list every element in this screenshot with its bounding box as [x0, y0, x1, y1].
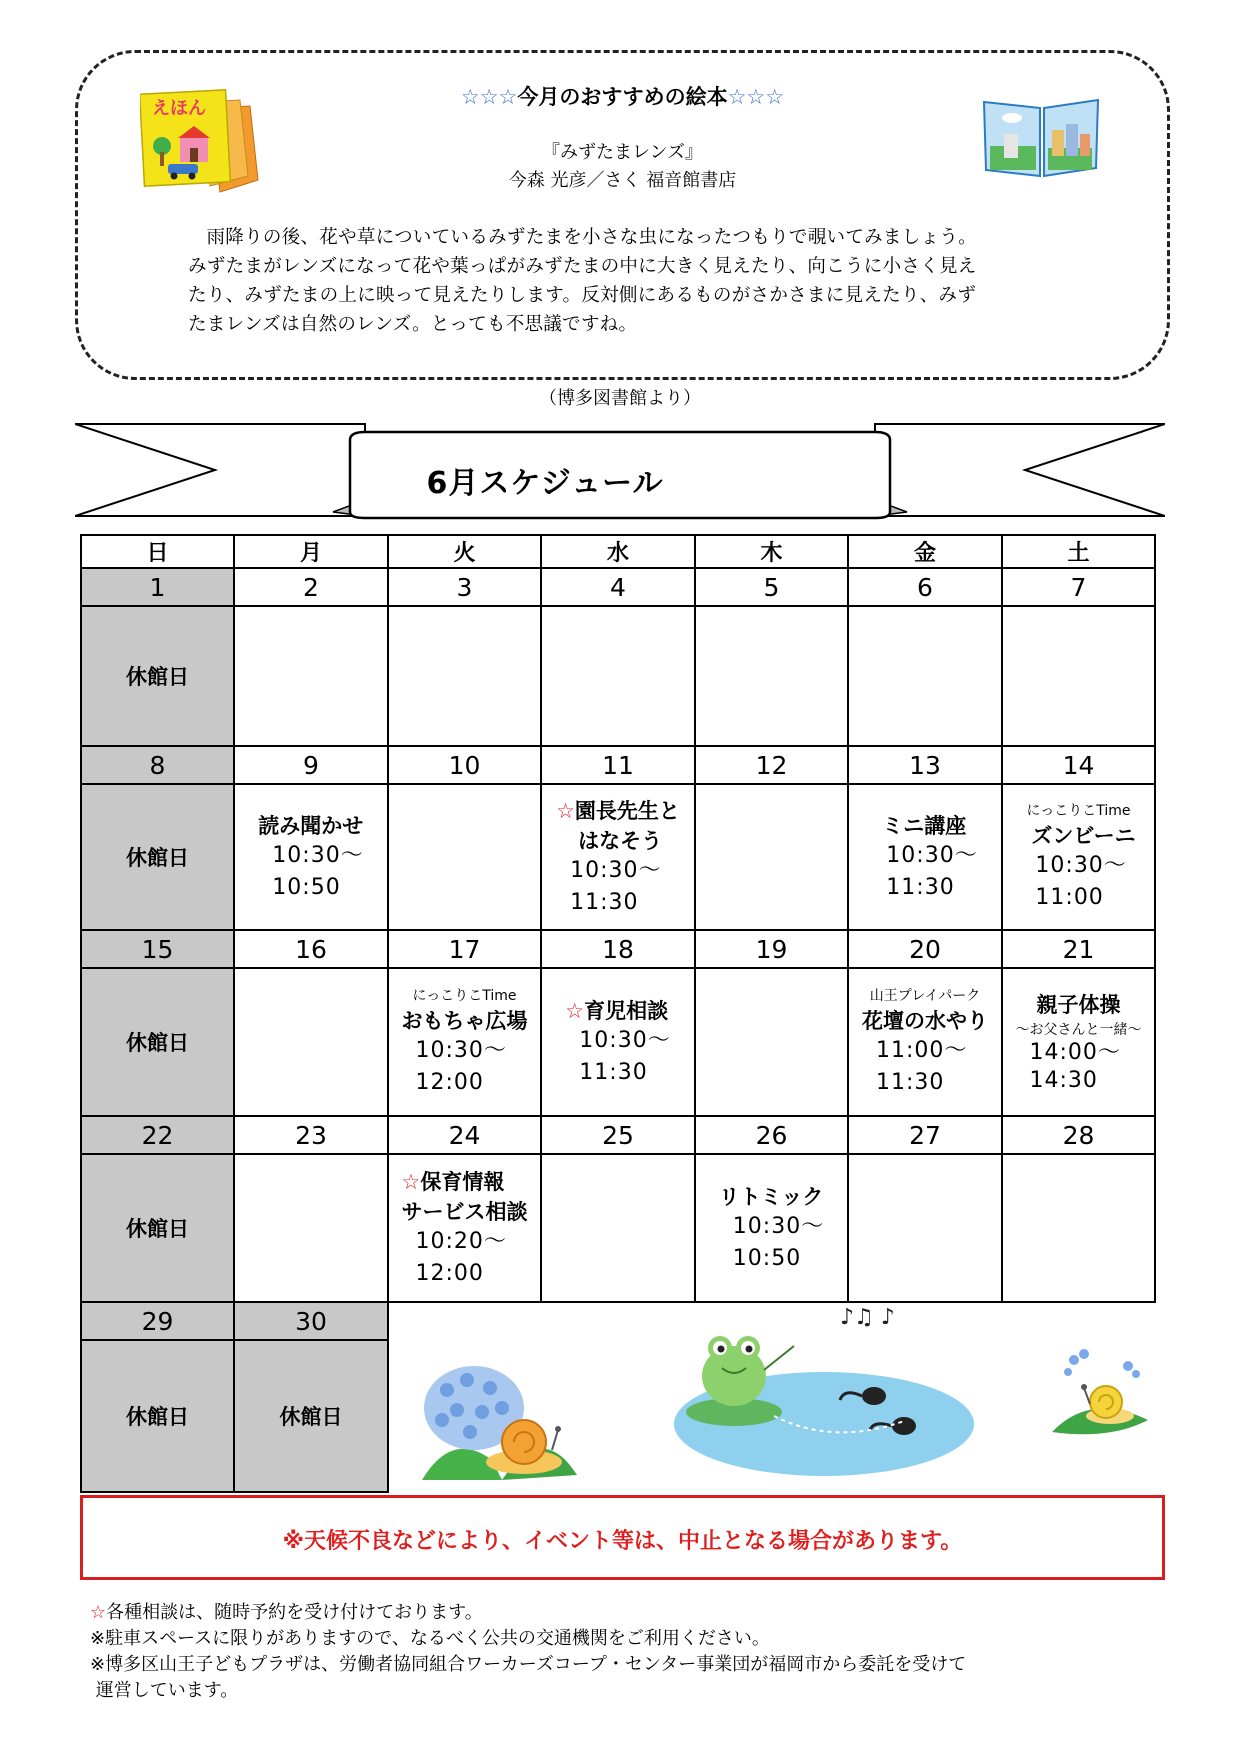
week-3-events	[81, 968, 1155, 1116]
event-cell	[388, 784, 541, 930]
date-cell: 23	[234, 1116, 388, 1154]
footnote-4: 運営しています。	[90, 1680, 239, 1701]
date-cell: 2	[234, 568, 388, 606]
event-cell-jun26	[695, 1154, 848, 1302]
event: 読み聞かせ 10:30～ 10:50	[258, 814, 364, 900]
weekday-mon: 月	[234, 535, 388, 568]
frog-pond-illustration	[664, 1296, 974, 1486]
date-cell: 1	[81, 568, 234, 606]
weekday-thu: 木	[695, 535, 848, 568]
star-icon: ☆	[556, 799, 575, 823]
event-cell-jun11	[541, 784, 695, 930]
event: 親子体操 ～お父さんと一緒～ 14:00～ 14:30	[1015, 993, 1142, 1093]
schedule-calendar	[80, 534, 1156, 1493]
footnote-1: ☆各種相談は、随時予約を受け付けております。	[90, 1602, 483, 1623]
event-cell	[541, 1154, 695, 1302]
event-cell	[1002, 606, 1155, 746]
book-title: 『みずたまレンズ』	[541, 142, 703, 163]
date-cell: 19	[695, 930, 848, 968]
picture-book-illustration	[140, 88, 260, 200]
event-cell-jun13	[848, 784, 1002, 930]
event-cell	[695, 606, 848, 746]
book-author: 今森 光彦／さく 福音館書店	[508, 170, 737, 191]
date-cell: 21	[1002, 930, 1155, 968]
event-cell-jun9	[234, 784, 388, 930]
star-icon: ☆	[565, 999, 585, 1023]
date-cell: 22	[81, 1116, 234, 1154]
date-cell: 16	[234, 930, 388, 968]
date-cell: 11	[541, 746, 695, 784]
event-cell-jun24	[388, 1154, 541, 1302]
date-cell: 12	[695, 746, 848, 784]
closed-day: 休館日	[81, 606, 234, 746]
date-cell: 14	[1002, 746, 1155, 784]
date-cell: 13	[848, 746, 1002, 784]
event-cell-jun17	[388, 968, 541, 1116]
weather-notice-text: ※天候不良などにより、イベント等は、中止となる場合があります。	[282, 1529, 963, 1554]
date-cell: 7	[1002, 568, 1155, 606]
date-cell: 25	[541, 1116, 695, 1154]
week-2-dates	[81, 746, 1155, 784]
event-cell	[388, 606, 541, 746]
closed-day: 休館日	[81, 784, 234, 930]
week-2-events	[81, 784, 1155, 930]
date-cell: 4	[541, 568, 695, 606]
weekday-fri: 金	[848, 535, 1002, 568]
week-3-dates	[81, 930, 1155, 968]
date-cell: 17	[388, 930, 541, 968]
book-description: 雨降りの後、花や草についているみずたまを小さな虫になったつもりで覗いてみましょう。 みずたまがレンズになって花や葉っぱがみずたまの中に大きく見えたり、向こうに小さく見え たり、みずたまの上に映って見えたりします。反対側にあるものがさかさまに見えたり、みず たまレンズは自然のレンズ。とっても不思議ですね。	[188, 227, 977, 335]
event-cell-jun14	[1002, 784, 1155, 930]
date-cell: 5	[695, 568, 848, 606]
svg-text:えほん: えほん	[152, 98, 206, 119]
star-icon: ☆	[90, 1602, 107, 1623]
weekday-header-row	[81, 535, 1155, 568]
event: にっこりこTime ズンビーニ 10:30～ 11:00	[1026, 803, 1136, 910]
week-4-events	[81, 1154, 1155, 1302]
hydrangea-snail-illustration	[412, 1350, 582, 1490]
weekday-wed: 水	[541, 535, 695, 568]
svg-text:♪♫ ♪: ♪♫ ♪	[840, 1305, 895, 1330]
date-cell: 20	[848, 930, 1002, 968]
date-cell: 29	[81, 1302, 234, 1340]
date-cell: 24	[388, 1116, 541, 1154]
event-cell	[848, 1154, 1002, 1302]
schedule-title: 6月スケジュール	[426, 466, 664, 501]
open-book-illustration	[982, 96, 1102, 180]
event-cell	[234, 968, 388, 1116]
weekday-tue: 火	[388, 535, 541, 568]
footnote-2: ※駐車スペースに限りがありますので、なるべく公共の交通機関をご利用ください。	[90, 1628, 770, 1649]
date-cell: 15	[81, 930, 234, 968]
footnotes	[90, 1600, 1170, 1704]
closed-day: 休館日	[81, 968, 234, 1116]
event: ミニ講座 10:30～ 11:30	[882, 814, 978, 900]
date-cell: 30	[234, 1302, 388, 1340]
date-cell: 18	[541, 930, 695, 968]
closed-day: 休館日	[81, 1340, 234, 1492]
date-cell: 10	[388, 746, 541, 784]
event: リトミック 10:30～ 10:50	[718, 1185, 825, 1271]
event-cell	[541, 606, 695, 746]
date-cell: 9	[234, 746, 388, 784]
event-cell-jun18	[541, 968, 695, 1116]
date-cell: 26	[695, 1116, 848, 1154]
star-icons-right: ☆☆☆	[727, 85, 785, 109]
event-cell	[848, 606, 1002, 746]
event-cell	[695, 784, 848, 930]
week-1-events	[81, 606, 1155, 746]
week-1-dates	[81, 568, 1155, 606]
event-cell-jun20	[848, 968, 1002, 1116]
event-cell	[695, 968, 848, 1116]
star-icon: ☆	[401, 1170, 421, 1194]
date-cell: 28	[1002, 1116, 1155, 1154]
closed-day: 休館日	[81, 1154, 234, 1302]
book-heading: ☆☆☆今月のおすすめの絵本☆☆☆	[460, 85, 785, 109]
snail-leaf-illustration	[1050, 1342, 1150, 1442]
event: ☆保育情報 サービス相談 10:20～ 12:00	[401, 1170, 528, 1286]
weather-notice-box	[80, 1495, 1165, 1580]
event: にっこりこTime おもちゃ広場 10:30～ 12:00	[401, 988, 528, 1095]
week-5-dates	[81, 1302, 1155, 1340]
star-icons-left: ☆☆☆	[460, 85, 518, 109]
date-cell: 27	[848, 1116, 1002, 1154]
event-cell	[1002, 1154, 1155, 1302]
date-cell: 6	[848, 568, 1002, 606]
closed-day: 休館日	[234, 1340, 388, 1492]
week-4-dates	[81, 1116, 1155, 1154]
event-cell	[234, 606, 388, 746]
date-cell: 8	[81, 746, 234, 784]
book-source: （博多図書館より）	[539, 388, 701, 409]
event: 山王プレイパーク 花壇の水やり 11:00～ 11:30	[862, 988, 988, 1095]
footnote-3: ※博多区山王子どもプラザは、労働者協同組合ワーカーズコープ・センター事業団が福岡市から委託を受けて	[90, 1654, 967, 1675]
event-cell-jun21	[1002, 968, 1155, 1116]
date-cell: 3	[388, 568, 541, 606]
weekday-sat: 土	[1002, 535, 1155, 568]
event-cell	[234, 1154, 388, 1302]
weekday-sun: 日	[81, 535, 234, 568]
event: ☆育児相談 10:30～ 11:30	[565, 999, 671, 1085]
event: ☆園長先生と はなそう 10:30～ 11:30	[556, 799, 680, 915]
